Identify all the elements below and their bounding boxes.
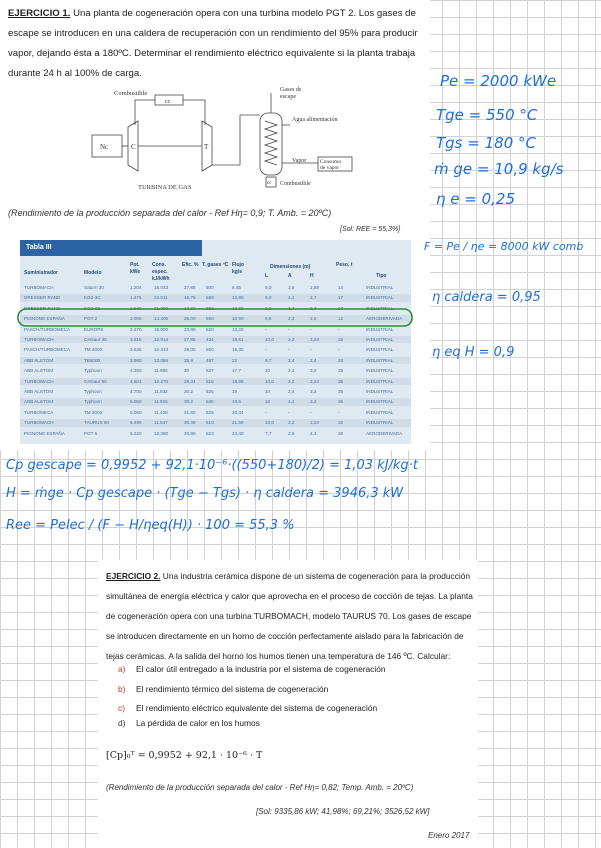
exercise-1-note: (Rendimiento de la producción separada del calor - Ref Hη= 0,9; T. Amb. = 20ºC) <box>8 208 332 218</box>
table-cell: 17,07 <box>184 305 196 311</box>
table-cell: 3,2 <box>310 368 317 374</box>
t-label: T <box>204 143 209 151</box>
table-cell: 35 <box>338 378 344 384</box>
table-cell: ABB ALSTOM <box>24 399 54 405</box>
hw-pe: Pe = 2000 kWe <box>440 72 557 90</box>
table-cell: 1.475 <box>130 295 142 301</box>
table-cell: 552 <box>206 305 214 311</box>
table-cell: 13.380 <box>154 430 169 436</box>
table-cell: INDUSTRIAL <box>366 285 394 290</box>
table-cell: 11.428 <box>154 409 168 415</box>
table-cell: TM 5000 <box>84 409 103 415</box>
table-cell: 12 <box>338 316 344 322</box>
table-cell: 29,34 <box>184 378 196 384</box>
fuel-bottom-label: Combustible <box>280 181 311 187</box>
table-cell: 18,61 <box>232 337 244 342</box>
table-cell: AERODERIVADA <box>366 316 403 322</box>
table-cell: 2,2 <box>288 378 295 384</box>
cc-label: cc <box>165 99 171 105</box>
table-cell: 12.270 <box>154 378 169 384</box>
table-cell: TURBOMACH <box>24 285 54 290</box>
table-cell: 13.086 <box>154 357 169 363</box>
table-cell: 19 <box>232 389 238 394</box>
table-cell: - <box>288 347 290 353</box>
table-cell: 2.470 <box>130 326 142 332</box>
table-cell: 5,5 <box>265 316 272 322</box>
table-cell: 30,2 <box>184 389 193 394</box>
table-cell: 2,5 <box>288 430 295 436</box>
table-row <box>20 336 411 343</box>
table-cell: 2,4 <box>288 295 295 301</box>
table-cell: 17,7 <box>232 368 241 374</box>
nc-label: Nc <box>100 143 109 151</box>
table-cell: 25,00 <box>184 316 196 322</box>
recovery-boiler <box>260 113 282 175</box>
table-cell: 1,8 <box>288 285 295 290</box>
th-dimensions: Dimensiones (m) <box>270 264 311 270</box>
table-cell: - <box>265 326 267 332</box>
table-cell: 35 <box>338 399 344 405</box>
th-power: Pot. kWe <box>130 262 141 275</box>
table-cell: PASCH/TURBOMECA <box>24 347 71 353</box>
hw-tgs: Tgs = 180 °C <box>436 134 536 152</box>
hw-h: H = ṁge · Cp gescape · (Tge − Tgs) · η caldera = 3946,3 kW <box>6 486 404 501</box>
table-row <box>20 357 411 364</box>
table-cell: 546 <box>206 399 214 405</box>
table-cell: 2,5 <box>310 316 317 322</box>
date-label: Enero 2017 <box>428 831 470 840</box>
table-cell: Centaur 50 <box>84 378 107 384</box>
table-cell: ABB ALSTOM <box>24 368 54 374</box>
table-cell: 2,4 <box>288 399 295 405</box>
exercise-2-line-5: tejas cerámicas. A la salida del horno los humos tienen una temperatura de 146 ºC. Calcular: <box>106 651 451 661</box>
exhaust-label-1: Gases de <box>280 87 302 93</box>
table-row <box>20 284 411 291</box>
steam-consumption-label-1: Consumo <box>320 159 342 165</box>
exercise-2-sheet: EJERCICIO 2. Una industria cerámica dispone de un sistema de cogeneración para la producción simultánea de energía eléctrica y calor que aprovecha en el proceso de cocción de tejas. La planta de cogeneración opera con una turbina TURBOMACH, modelo TAURUS 70. Los gases de escape se introducen directamente en un horno de cocción perfectamente aislado para la fabricación de tejas cerámicas. A la salida del horno los humos tienen una temperatura de 146 ºC. Calcular: a) El calor útil entregado a la industria por el sistema de cogeneración b) El rendimiento térmico del sistema de cogeneración c) El rendimiento eléctrico equivalente del sistema de cogeneración d) La pérdida de calor en los humos [Cp]₀ᵀ = 0,9952 + 92,1 · 10⁻⁶ · T (Rendimiento de la producción separada del calor - Ref Hη= 0,82; Temp. Amb. = 20ºC) [Sol: 9335,86 kW; 41,98%; 69,21%; 3526,52 kW] Enero 2017 <box>98 560 478 848</box>
table-cell: TURBOMACH <box>24 420 54 426</box>
table-cell: 2,4 <box>288 389 295 394</box>
table-cell: 16,78 <box>184 295 196 301</box>
th-gas-temp: T. gases ºC <box>202 262 229 268</box>
table-cell: 2,4 <box>288 368 295 374</box>
table-cell: TURBOMACH <box>24 337 54 342</box>
table-cell: - <box>310 347 312 353</box>
th-consumption: Cons. espec. kJ/kWh <box>152 262 170 282</box>
table-cell: 3.515 <box>130 337 142 342</box>
exercise-1-sheet <box>0 0 430 450</box>
table-cell: - <box>338 326 340 332</box>
table-cell: 25,9 <box>184 357 193 363</box>
table-cell: 589 <box>206 295 214 301</box>
table-cell: 24,40 <box>232 430 244 436</box>
table-cell: 3.960 <box>130 357 142 363</box>
table-cell: 26,90 <box>184 430 196 436</box>
table-cell: 4.700 <box>130 389 142 394</box>
table-cell: 2.000 <box>130 316 142 322</box>
table-cell: 11.932 <box>154 389 168 394</box>
th-flow: Flujo kg/s <box>232 262 244 275</box>
feedwater-label: Agua alimentación <box>292 117 338 123</box>
table-cell: INDUSTRIAL <box>366 347 394 353</box>
table-cell: 11.986 <box>154 368 168 374</box>
table-cell: 13,80 <box>232 305 244 311</box>
gas-turbine-label: TURBINA DE GAS <box>138 184 192 191</box>
hw-ree: Ree = Pelec / (F − H/ηeq(H)) · 100 = 55,3 % <box>6 518 295 533</box>
table-cell: 4.601 <box>130 378 142 384</box>
table-cell: 1.540 <box>130 305 142 311</box>
table-cell: 560 <box>206 347 214 353</box>
table-cell: 10 <box>265 368 271 374</box>
table-cell: 527 <box>206 368 214 374</box>
th-model: Modelo <box>84 270 102 276</box>
table-cell: 2,2 <box>288 337 295 342</box>
table-row <box>20 409 411 416</box>
steam-consumption-label-2: de vapor <box>320 165 340 171</box>
th-weight: Peso, t <box>336 262 353 268</box>
table-cell: 12,80 <box>232 295 244 301</box>
table-cell: 11.915 <box>154 399 168 405</box>
table-cell: TM 4000 <box>84 347 103 353</box>
table-cell: 523 <box>206 430 214 436</box>
fuel-top-label: Combustible <box>114 90 148 97</box>
hw-neq: η eq H = 0,9 <box>432 345 515 360</box>
table-cell: TURBOMACH <box>24 378 54 384</box>
hw-cp: Cp gescape = 0,9952 + 92,1·10⁻⁶·((550+180)/2) = 1,03 kJ/kg·t <box>6 458 418 473</box>
table-cell: 30 <box>338 430 344 436</box>
table-cell: 3,2 <box>310 389 317 394</box>
table-cell: 516 <box>206 378 214 384</box>
table-cell: 27,88 <box>184 337 196 342</box>
table-cell: 22.011 <box>154 295 168 301</box>
table-cell: Saturn 20 <box>84 285 104 290</box>
table-row <box>20 419 411 426</box>
table-cell: INDUSTRIAL <box>366 305 394 311</box>
table-cell: 2,7 <box>310 295 317 301</box>
table-cell: 5.499 <box>130 420 142 426</box>
table-cell: INDUSTRIAL <box>366 378 394 384</box>
table-cell: - <box>265 409 267 415</box>
table-cell: INDUSTRIAL <box>366 399 394 405</box>
table-cell: - <box>288 326 290 332</box>
table-cell: 10,0 <box>265 420 274 426</box>
table-cell: 500 <box>206 285 214 290</box>
table-cell: TURBOMECA <box>24 409 54 415</box>
table-row <box>20 388 411 395</box>
table-row <box>20 430 411 437</box>
table-cell: EUROPE <box>84 326 104 332</box>
table-cell: INDUSTRIAL <box>366 389 394 394</box>
exhaust-label-2: escape <box>280 94 296 100</box>
table-cell: 32 <box>338 337 344 342</box>
table-cell: 12.413 <box>154 347 169 353</box>
table-cell: 20,34 <box>232 409 244 415</box>
table-cell: - <box>338 409 340 415</box>
table-cell: 10,90 <box>232 316 244 322</box>
table-cell: 510 <box>206 420 214 426</box>
hw-n-caldera: η caldera = 0,95 <box>432 290 541 305</box>
table-cell: INDUSTRIAL <box>366 368 394 374</box>
table-cell: KG2-3E <box>84 305 101 311</box>
table-cell: 6,0 <box>265 285 272 290</box>
table-cell: 15,30 <box>232 347 244 353</box>
table-cell: 5.220 <box>130 430 142 436</box>
table-cell: 550 <box>206 316 214 322</box>
table-cell: 9,7 <box>265 357 272 363</box>
hw-tge: Tge = 550 °C <box>436 106 538 124</box>
table-cell: - <box>338 347 340 353</box>
exercise-1-line-4: durante 24 h al 100% de carga. <box>8 68 142 79</box>
table-cell: 18,98 <box>232 378 244 384</box>
table-cell: DRESSER RAND <box>24 305 61 311</box>
table-cell: 5.050 <box>130 399 142 405</box>
table-cell: 30,39 <box>184 420 196 426</box>
table-cell: PIGNONE ESPAÑA <box>24 430 65 436</box>
steam-label: Vapor <box>292 158 307 164</box>
table-cell: 2,4 <box>288 357 295 363</box>
table-cell: 11.647 <box>154 420 168 426</box>
table-cell: 520 <box>206 326 214 332</box>
table-cell: 12.914 <box>154 337 169 342</box>
table-cell: 34 <box>338 357 344 363</box>
th-efficiency: Efic. % <box>182 262 199 268</box>
cogeneration-diagram <box>80 85 370 195</box>
table-cell: PGT 5 <box>84 430 98 436</box>
table-cell: 35 <box>338 368 344 374</box>
table-row <box>20 367 411 374</box>
table-cell: AERODERIVADA <box>366 430 403 436</box>
table-cell: 525 <box>206 409 214 415</box>
cp-formula: [Cp]₀ᵀ = 0,9952 + 92,1 · 10⁻⁶ · T <box>106 750 263 761</box>
table-cell: 10 <box>265 399 271 405</box>
table-cell: PGT 2 <box>84 316 98 322</box>
exercise-1-line-1: EJERCICIO 1. Una planta de cogeneración opera con una turbina modelo PGT 2. Los gases de <box>8 8 416 19</box>
table-cell: INDUSTRIAL <box>366 326 394 332</box>
table-cell: 16.043 <box>154 285 169 290</box>
table-row <box>20 294 411 301</box>
table-cell: ABB ALSTOM <box>24 357 54 363</box>
th-a: A <box>288 273 292 279</box>
table-cell: 6,0 <box>265 305 272 311</box>
table-cell: 4,3 <box>310 430 317 436</box>
table-cell: 10,0 <box>265 337 274 342</box>
table-cell: 31,50 <box>184 409 196 415</box>
table-cell: 3,2 <box>310 399 317 405</box>
table-cell: 21,59 <box>232 420 244 426</box>
table-cell: 1.204 <box>130 285 142 290</box>
table-cell: 32 <box>338 420 344 426</box>
table-cell: - <box>265 347 267 353</box>
table-cell: 23,90 <box>184 326 196 332</box>
hw-ne: η e = 0,25 <box>436 190 516 208</box>
table-cell: 13,20 <box>232 326 244 332</box>
table-cell: 6,0 <box>265 295 272 301</box>
table-cell: Typhoon <box>84 389 102 394</box>
exercise-2-line-1: EJERCICIO 2. Una industria cerámica dispone de un sistema de cogeneración para la producción <box>106 571 471 581</box>
table-cell: 3,24 <box>310 420 319 426</box>
table-cell: 19,6 <box>232 399 241 405</box>
exercise-2-solution: [Sol: 9335,86 kW; 41,98%; 69,21%; 3526,52 kW] <box>256 807 430 816</box>
exercise-2-note: (Rendimiento de la producción separada del calor - Ref Hη= 0,82; Temp. Amb. = 20ºC) <box>106 783 414 792</box>
table-cell: 487 <box>206 357 214 363</box>
table-row <box>20 346 411 353</box>
table-cell: ABB ALSTOM <box>24 389 54 394</box>
hw-f: F = Pe / ηe = 8000 kW comb <box>424 240 584 253</box>
table-cell: 3,24 <box>310 337 319 342</box>
table-cell: 2,7 <box>310 305 317 311</box>
table-cell: INDUSTRIAL <box>366 420 394 426</box>
th-supplier: Suministrador <box>24 270 58 276</box>
table-cell: 10,0 <box>265 378 274 384</box>
table-cell: 2,4 <box>288 305 295 311</box>
table-cell: 2,85 <box>310 285 319 290</box>
table-cell: 17 <box>338 295 344 301</box>
table-cell: 3,24 <box>310 378 319 384</box>
hw-mge: ṁ ge = 10,9 kg/s <box>434 160 564 178</box>
table-row <box>20 398 411 405</box>
c-label: C <box>131 143 136 151</box>
table-cell: INDUSTRIAL <box>366 409 394 415</box>
table-cell: TAURUS 60 <box>84 420 109 426</box>
table-cell: 6,45 <box>232 285 241 290</box>
table-cell: INDUSTRIAL <box>366 357 394 363</box>
exercise-1-line-3: vapor, dejando ésta a 180ºC. Determinar el rendimiento eléctrico equivalente si la planta trabaja <box>8 48 416 59</box>
table-cell: 10 <box>265 389 271 394</box>
table-row <box>20 378 411 385</box>
table-cell: 14.400 <box>154 316 169 322</box>
table-cell: Typhoon <box>84 399 102 405</box>
table-cell: INDUSTRIAL <box>366 295 394 301</box>
table-cell: TB5000 <box>84 357 101 363</box>
table-cell: 2,4 <box>310 357 317 363</box>
table-cell: Centaur 40 <box>84 337 107 342</box>
th-h: H <box>310 273 314 279</box>
exercise-1-title: EJERCICIO 1. <box>8 8 71 19</box>
table-cell: 525 <box>206 389 214 394</box>
table-cell: KG2-3C <box>84 295 101 301</box>
th-type: Tipo <box>376 273 387 279</box>
table-cell: 17 <box>338 305 344 311</box>
table-cell: 2,3 <box>288 316 295 322</box>
exercise-2-line-2: simultánea de energía eléctrica y calor que aprovecha en el proceso de cocción de tejas. La planta <box>106 591 473 601</box>
cc2-label: cc <box>267 181 272 186</box>
table-cell: 30 <box>184 368 190 374</box>
exercise-2-line-4: se introducen directamente en un horno de cocción perfectamente aislado para la fabricación de <box>106 631 464 641</box>
table-cell: INDUSTRIAL <box>366 337 394 342</box>
table-cell: 15.000 <box>154 326 169 332</box>
table-cell: 434 <box>206 337 214 342</box>
highlight-ellipse <box>16 307 416 329</box>
table-cell: 3.645 <box>130 347 142 353</box>
table-cell: 7,7 <box>265 430 272 436</box>
table-cell: 21.000 <box>154 305 169 311</box>
exercise-1-solution: [Sol: REE = 55,3%] <box>340 226 401 233</box>
table-cell: PIGNONE ESPAÑA <box>24 316 65 322</box>
table-cell: - <box>310 409 312 415</box>
table-cell: 14 <box>338 285 344 290</box>
table-cell: 29,00 <box>184 347 196 353</box>
exercise-2-title: EJERCICIO 2. <box>106 571 161 581</box>
table-cell: - <box>310 326 312 332</box>
exercise-2-line-3: de cogeneración opera con una turbina TURBOMACH, modelo TAURUS 70. Los gases de escape <box>106 611 472 621</box>
table-cell: 30,2 <box>184 399 193 405</box>
table-cell: 2,2 <box>288 420 295 426</box>
table-cell: PASCH/TURBOMECA <box>24 326 71 332</box>
th-l: L <box>265 273 269 279</box>
table-cell: 35 <box>338 389 344 394</box>
exercise-1-line-2: escape se introducen en una caldera de recuperación con un rendimiento del 95% para producir <box>8 28 418 39</box>
table-title: Tabla III <box>20 240 202 256</box>
table-cell: 4.350 <box>130 368 142 374</box>
table-cell: - <box>288 409 290 415</box>
table-cell: 27,88 <box>184 285 196 290</box>
turbine-table <box>20 240 411 444</box>
table-cell: 22 <box>232 357 238 363</box>
table-cell: 5.050 <box>130 409 142 415</box>
table-cell: Typhoon <box>84 368 102 374</box>
table-cell: DRESSER RAND <box>24 295 61 301</box>
